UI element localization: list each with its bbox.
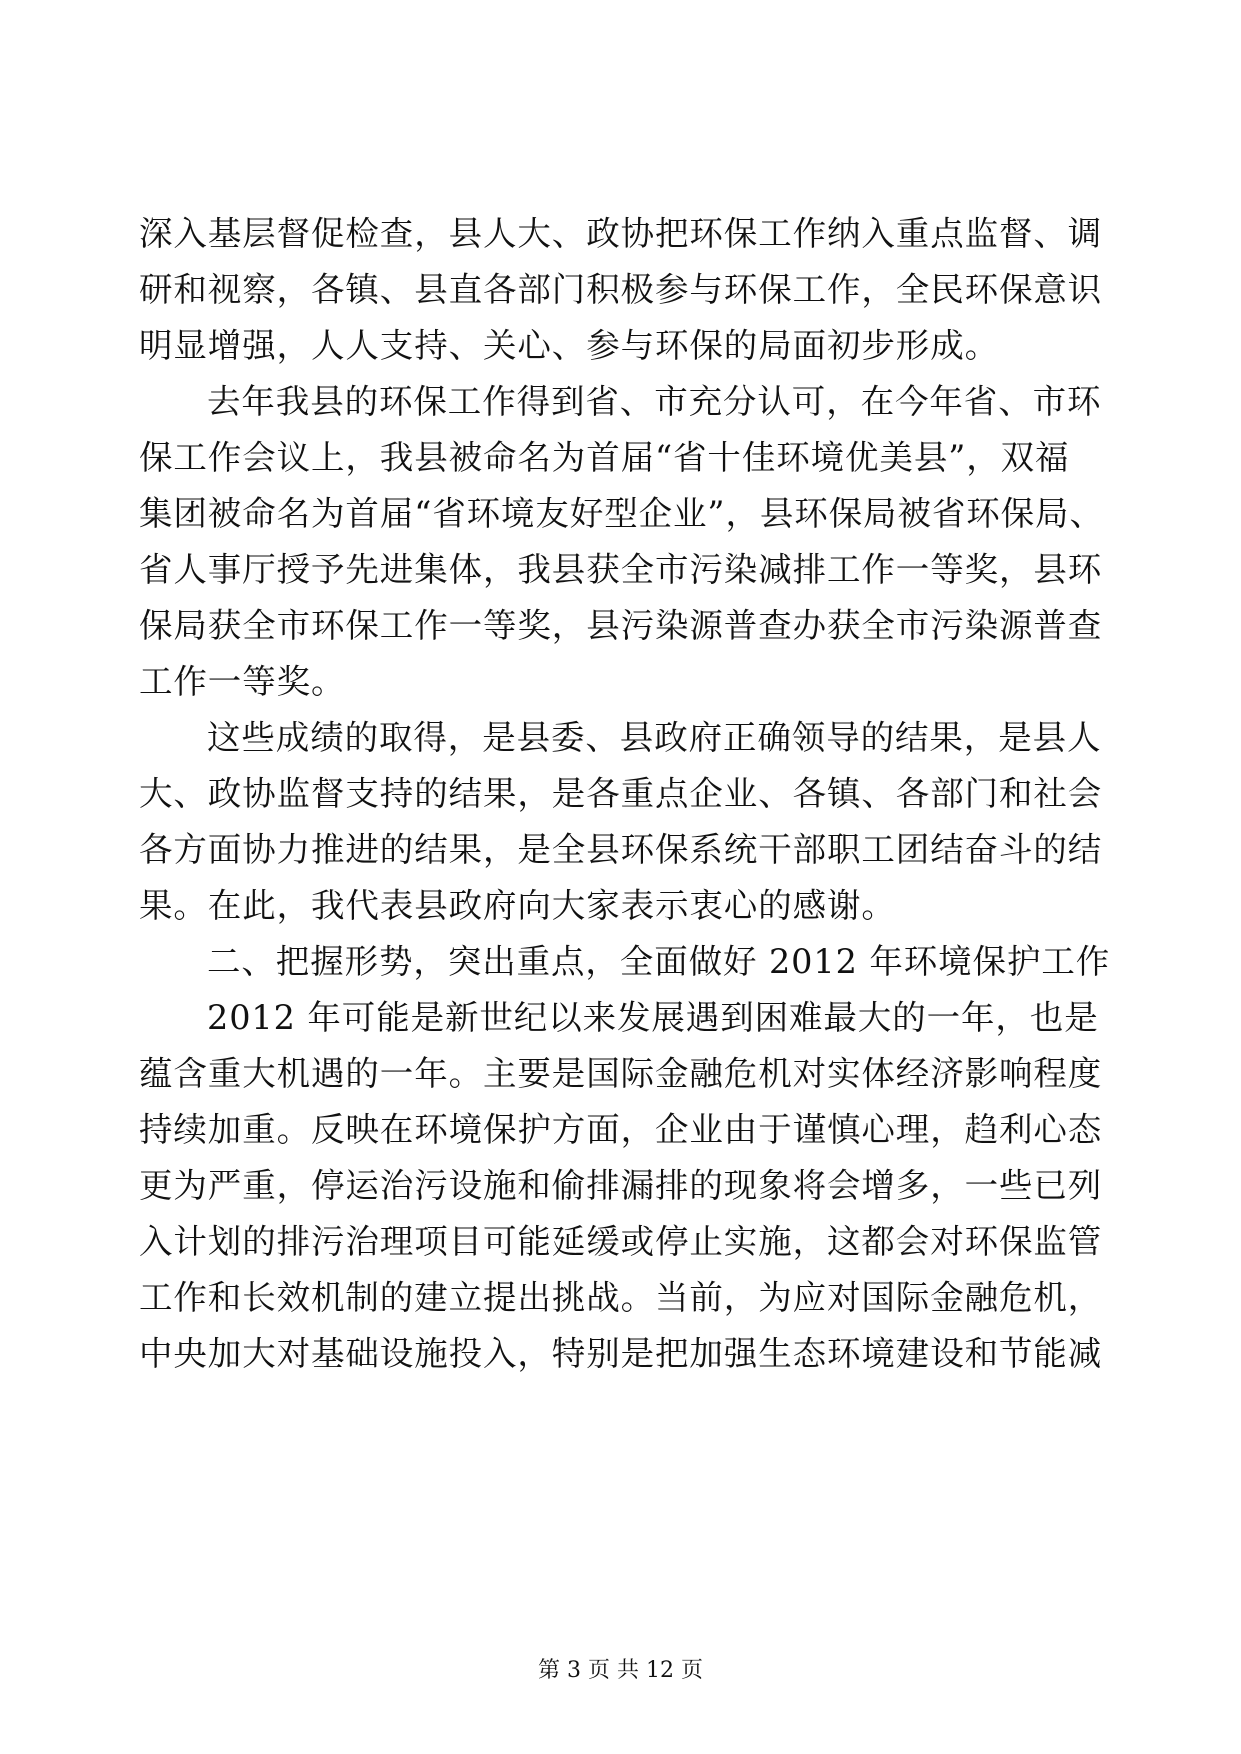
text-line-9: 工作一等奖。 <box>139 662 346 701</box>
text-line-19: 入计划的排污治理项目可能延缓或停止实施，这都会对环保监管 <box>139 1222 1103 1261</box>
text-line-4: 去年我县的环保工作得到省、市充分认可，在今年省、市环 <box>207 382 1102 421</box>
text-line-5: 保工作会议上，我县被命名为首届“省十佳环境优美县”，双福 <box>139 438 1070 477</box>
text-line-11: 大、政协监督支持的结果，是各重点企业、各镇、各部门和社会 <box>139 774 1103 813</box>
text-line-16: 蕴含重大机遇的一年。主要是国际金融危机对实体经济影响程度 <box>139 1054 1103 1093</box>
text-line-3: 明显增强，人人支持、关心、参与环保的局面初步形成。 <box>139 326 999 365</box>
text-line-7: 省人事厅授予先进集体，我县获全市污染减排工作一等奖，县环 <box>139 550 1103 589</box>
text-line-10: 这些成绩的取得，是县委、县政府正确领导的结果，是县人 <box>207 718 1102 757</box>
text-line-17: 持续加重。反映在环境保护方面，企业由于谨慎心理，趋利心态 <box>139 1110 1103 1149</box>
section-heading: 二、把握形势，突出重点，全面做好 2012 年环境保护工作 <box>207 942 1111 981</box>
page-number-footer: 第 3 页 共 12 页 <box>538 1658 703 1683</box>
text-line-6: 集团被命名为首届“省环境友好型企业”，县环保局被省环保局、 <box>139 494 1104 533</box>
text-line-8: 保局获全市环保工作一等奖，县污染源普查办获全市污染源普查 <box>139 606 1103 645</box>
text-line-18: 更为严重，停运治污设施和偷排漏排的现象将会增多，一些已列 <box>139 1166 1103 1205</box>
text-line-15: 2012 年可能是新世纪以来发展遇到困难最大的一年，也是 <box>207 998 1099 1037</box>
text-line-1: 深入基层督促检查，县人大、政协把环保工作纳入重点监督、调 <box>139 214 1103 253</box>
text-line-20: 工作和长效机制的建立提出挑战。当前，为应对国际金融危机， <box>139 1278 1103 1317</box>
text-line-21: 中央加大对基础设施投入，特别是把加强生态环境建设和节能减 <box>139 1334 1103 1373</box>
text-line-12: 各方面协力推进的结果，是全县环保系统干部职工团结奋斗的结 <box>139 830 1103 869</box>
text-line-2: 研和视察，各镇、县直各部门积极参与环保工作，全民环保意识 <box>139 270 1103 309</box>
text-line-13: 果。在此，我代表县政府向大家表示衷心的感谢。 <box>139 886 896 925</box>
